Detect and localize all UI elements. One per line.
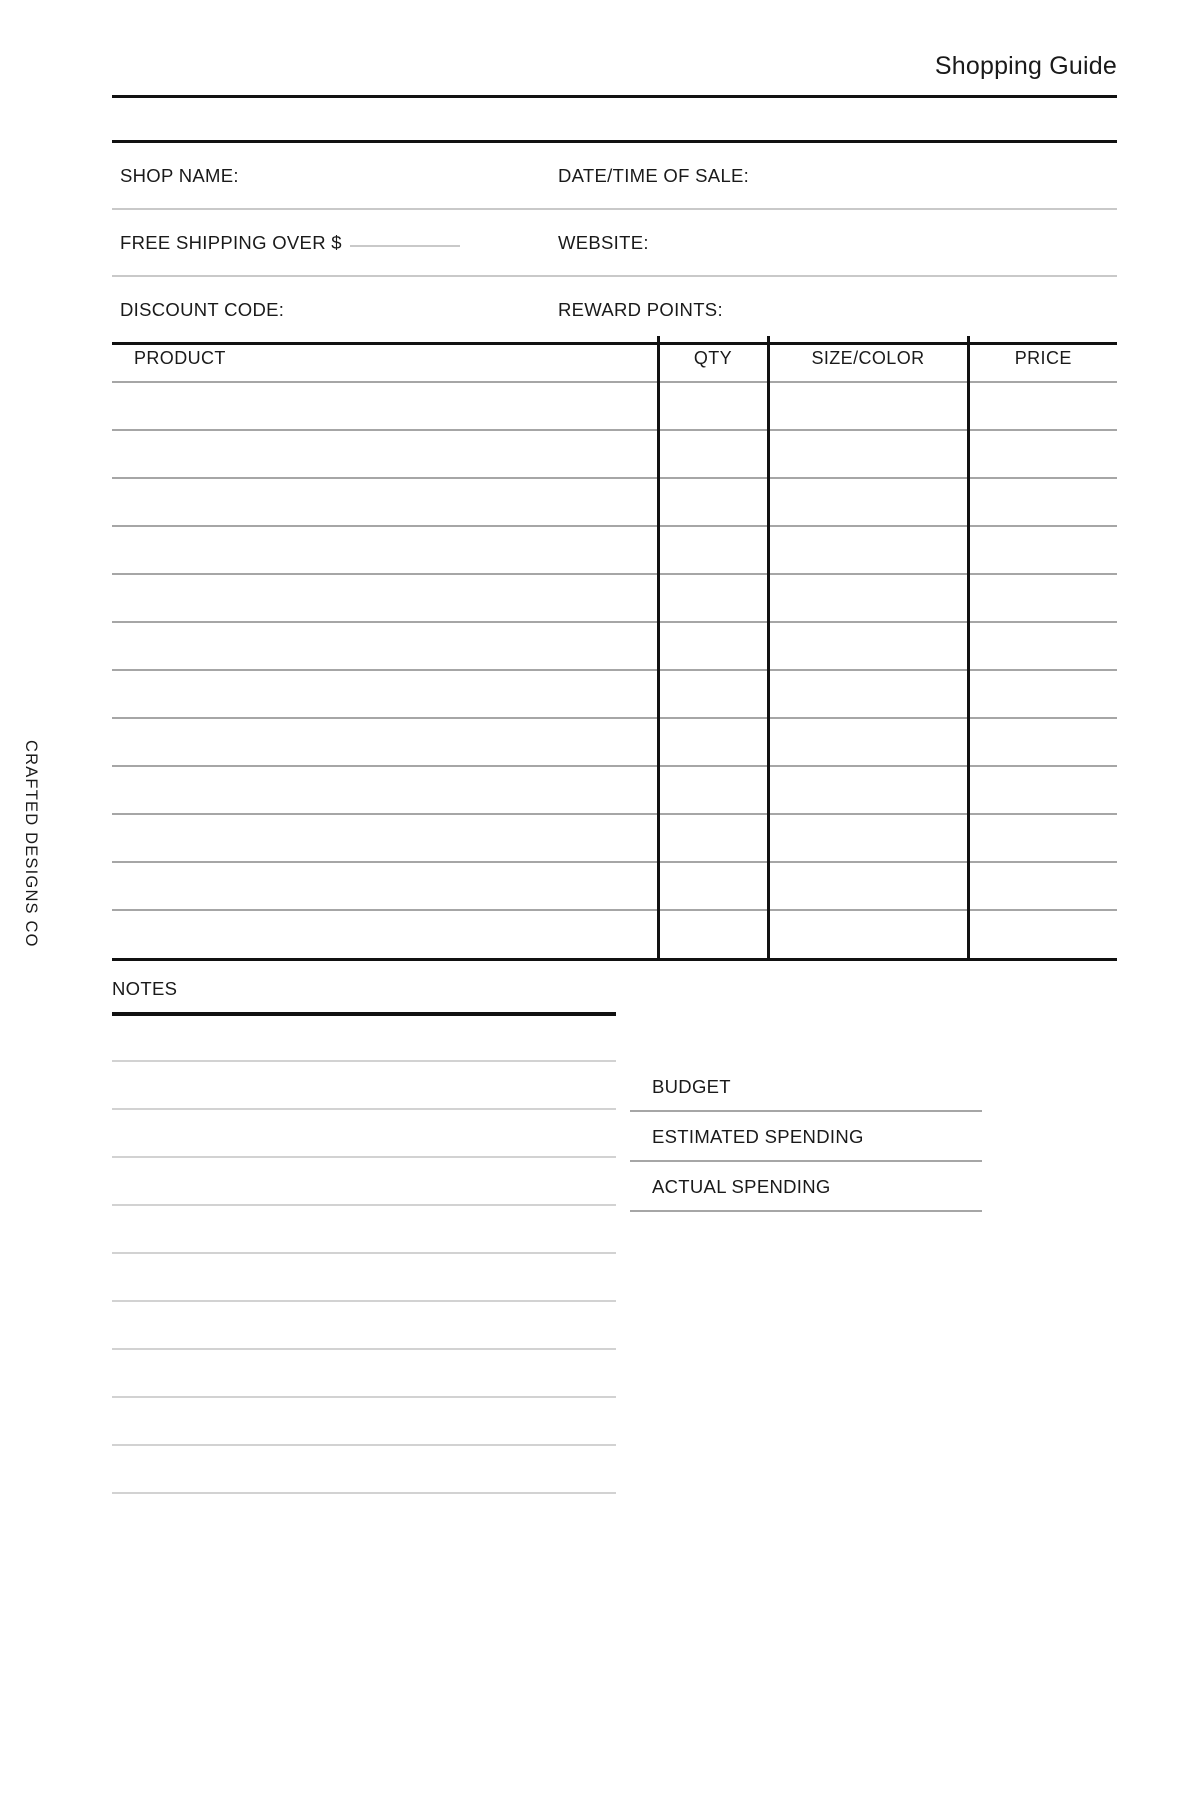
table-cell-qty[interactable] — [658, 718, 768, 766]
info-row-free-shipping — [112, 210, 1117, 275]
product-table-header-row — [112, 336, 1117, 382]
table-cell-size-color[interactable] — [768, 766, 968, 814]
budget-item-actual-spending[interactable] — [630, 1162, 982, 1212]
note-line[interactable] — [112, 1252, 616, 1254]
table-cell-qty[interactable] — [658, 910, 768, 958]
notes-block — [112, 978, 616, 1540]
table-row — [112, 382, 1117, 430]
column-header-size-color: SIZE/COLOR — [768, 336, 968, 382]
table-cell-qty[interactable] — [658, 862, 768, 910]
column-header-product: PRODUCT — [134, 348, 226, 368]
table-row — [112, 526, 1117, 574]
notes-label: NOTES — [112, 978, 178, 999]
page-title: Shopping Guide — [934, 52, 1117, 80]
table-cell-price[interactable] — [968, 382, 1117, 430]
note-line[interactable] — [112, 1060, 616, 1062]
date-time-of-sale-label: DATE/TIME OF SALE: — [558, 164, 750, 186]
table-cell-product[interactable] — [112, 382, 658, 430]
table-cell-price[interactable] — [968, 910, 1117, 958]
info-row-shop-name — [112, 143, 1117, 208]
table-cell-price[interactable] — [968, 670, 1117, 718]
discount-code-field[interactable] — [112, 299, 548, 321]
table-cell-size-color[interactable] — [768, 718, 968, 766]
table-row — [112, 574, 1117, 622]
free-shipping-label: FREE SHIPPING OVER $ — [120, 231, 342, 253]
website-field[interactable] — [548, 232, 1117, 254]
table-cell-price[interactable] — [968, 766, 1117, 814]
table-cell-qty[interactable] — [658, 622, 768, 670]
table-cell-size-color[interactable] — [768, 622, 968, 670]
free-shipping-fill-line[interactable] — [350, 245, 460, 247]
table-cell-size-color[interactable] — [768, 430, 968, 478]
table-row — [112, 862, 1117, 910]
info-row-discount-code — [112, 277, 1117, 342]
table-cell-price[interactable] — [968, 574, 1117, 622]
table-cell-product[interactable] — [112, 478, 658, 526]
table-cell-size-color[interactable] — [768, 526, 968, 574]
table-row — [112, 814, 1117, 862]
website-label: WEBSITE: — [558, 231, 649, 253]
note-line[interactable] — [112, 1444, 616, 1446]
table-cell-qty[interactable] — [658, 814, 768, 862]
estimated-spending-label: ESTIMATED SPENDING — [652, 1126, 864, 1147]
note-line[interactable] — [112, 1300, 616, 1302]
product-table-bottom-divider — [112, 958, 1117, 961]
product-table-body — [112, 382, 1117, 958]
shop-info-block — [112, 140, 1117, 345]
table-cell-size-color[interactable] — [768, 910, 968, 958]
table-cell-product[interactable] — [112, 430, 658, 478]
note-line[interactable] — [112, 1348, 616, 1350]
note-line[interactable] — [112, 1204, 616, 1206]
table-cell-qty[interactable] — [658, 766, 768, 814]
table-cell-qty[interactable] — [658, 574, 768, 622]
table-cell-size-color[interactable] — [768, 382, 968, 430]
budget-item-budget[interactable] — [630, 1062, 982, 1112]
table-cell-product[interactable] — [112, 670, 658, 718]
note-line[interactable] — [112, 1492, 616, 1494]
product-table-head — [112, 336, 1117, 382]
table-cell-product[interactable] — [112, 862, 658, 910]
table-row — [112, 718, 1117, 766]
table-cell-qty[interactable] — [658, 430, 768, 478]
budget-block — [630, 1062, 982, 1212]
brand-vertical-label: CRAFTED DESIGNS CO — [22, 740, 40, 948]
reward-points-field[interactable] — [548, 299, 1117, 321]
table-cell-product[interactable] — [112, 910, 658, 958]
table-cell-product[interactable] — [112, 766, 658, 814]
table-cell-size-color[interactable] — [768, 670, 968, 718]
table-row — [112, 622, 1117, 670]
table-row — [112, 670, 1117, 718]
table-cell-size-color[interactable] — [768, 574, 968, 622]
table-cell-size-color[interactable] — [768, 862, 968, 910]
discount-code-label: DISCOUNT CODE: — [120, 298, 285, 320]
actual-spending-rule — [630, 1210, 982, 1212]
table-cell-price[interactable] — [968, 526, 1117, 574]
table-cell-price[interactable] — [968, 862, 1117, 910]
table-cell-product[interactable] — [112, 622, 658, 670]
table-cell-price[interactable] — [968, 622, 1117, 670]
table-row — [112, 910, 1117, 958]
column-header-price: PRICE — [968, 336, 1117, 382]
table-cell-price[interactable] — [968, 430, 1117, 478]
budget-item-estimated-spending[interactable] — [630, 1112, 982, 1162]
shop-name-label: SHOP NAME: — [120, 164, 239, 186]
reward-points-label: REWARD POINTS: — [558, 298, 723, 320]
date-time-of-sale-field[interactable] — [548, 165, 1117, 187]
page-header — [112, 52, 1117, 98]
note-line[interactable] — [112, 1396, 616, 1398]
table-row — [112, 430, 1117, 478]
table-cell-qty[interactable] — [658, 670, 768, 718]
notes-lines — [112, 1060, 616, 1494]
table-cell-qty[interactable] — [658, 478, 768, 526]
note-line[interactable] — [112, 1108, 616, 1110]
header-divider — [112, 95, 1117, 98]
actual-spending-label: ACTUAL SPENDING — [652, 1176, 831, 1197]
note-line[interactable] — [112, 1156, 616, 1158]
column-header-qty: QTY — [658, 336, 768, 382]
shop-name-field[interactable] — [112, 165, 548, 187]
table-cell-size-color[interactable] — [768, 814, 968, 862]
table-cell-price[interactable] — [968, 478, 1117, 526]
free-shipping-field[interactable] — [112, 232, 548, 254]
budget-label: BUDGET — [652, 1076, 731, 1097]
table-cell-qty[interactable] — [658, 382, 768, 430]
table-cell-product[interactable] — [112, 526, 658, 574]
product-table-block — [112, 336, 1117, 961]
table-cell-product[interactable] — [112, 574, 658, 622]
notes-underline — [112, 1012, 616, 1016]
table-row — [112, 478, 1117, 526]
table-cell-price[interactable] — [968, 718, 1117, 766]
table-row — [112, 766, 1117, 814]
product-table — [112, 336, 1117, 958]
table-cell-product[interactable] — [112, 814, 658, 862]
table-cell-size-color[interactable] — [768, 478, 968, 526]
table-cell-price[interactable] — [968, 814, 1117, 862]
table-cell-product[interactable] — [112, 718, 658, 766]
table-cell-qty[interactable] — [658, 526, 768, 574]
